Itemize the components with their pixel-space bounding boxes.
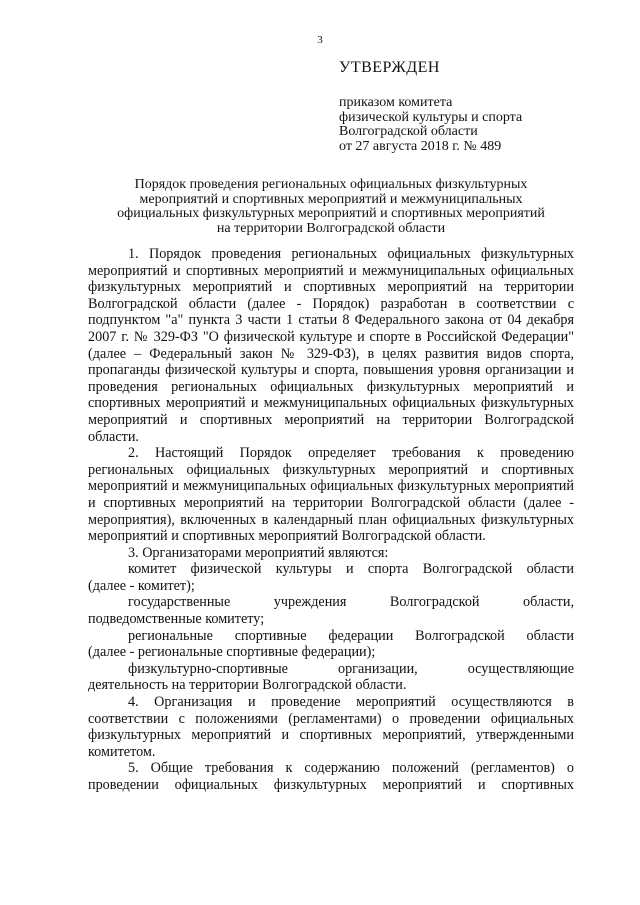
page-number: 3: [317, 34, 323, 46]
organizer-committee: комитет физической культуры и спорта Волгоградской области: [128, 561, 574, 578]
organizer-sports-organizations-cont: деятельность на территории Волгоградской области.: [88, 677, 407, 694]
document-title: [88, 178, 574, 236]
paragraph-3: 3. Организаторами мероприятий являются:: [128, 544, 389, 561]
title-line: мероприятий и спортивных мероприятий и межмуниципальных: [139, 191, 523, 207]
paragraph-5: 5. Общие требования к содержанию положений (регламентов) о проведении официальных физкультурных мероприятий и спортивных: [88, 760, 574, 793]
paragraph-2: 2. Настоящий Порядок определяет требования к проведению региональных официальных физкультурных мероприятий и спортивных мероприятий и межмуниципальных официальных физкультурных мероприятий и спортивных мероприятий на территории Волгоградской области (далее - мероприятия), включенных в календарный план официальных физкультурных мероприятий и спортивных мероприятий Волгоградской области.: [88, 445, 574, 545]
organizer-federations: региональные спортивные федерации Волгоградской области: [128, 627, 574, 644]
approval-line: приказом комитета: [339, 95, 453, 110]
approval-line: физической культуры и спорта: [339, 109, 523, 125]
organizer-state-institutions: государственные учреждения Волгоградской области,: [128, 594, 574, 611]
approval-line: от 27 августа 2018 г. № 489: [339, 138, 502, 154]
organizer-state-institutions-cont: подведомственные комитету;: [88, 611, 265, 628]
paragraph-1: 1. Порядок проведения региональных официальных физкультурных мероприятий и спортивных мероприятий и межмуниципальных официальных физкультурных мероприятий и спортивных мероприятий на территории Волгоградской области (далее - Порядок) разработан в соответствии с подпунктом "а" пункта 3 части 1 статьи 8 Федерального закона от 04 декабря 2007 г. № 329-ФЗ "О физической культуре и спорте в Российской Федерации" (далее – Федеральный закон № 329-ФЗ), в целях развития видов спорта, пропаганды физической культуры и спорта, повышения уровня организации и проведения региональных официальных физкультурных мероприятий и спортивных мероприятий и межмуниципальных официальных физкультурных мероприятий и спортивных мероприятий на территории Волгоградской области.: [88, 246, 574, 445]
organizer-sports-organizations: физкультурно-спортивные организации, осуществляющие: [128, 660, 574, 677]
organizer-federations-cont: (далее - региональные спортивные федерации);: [88, 644, 376, 661]
approval-line: Волгоградской области: [339, 124, 478, 139]
approval-details: [339, 96, 599, 154]
title-line: официальных физкультурных мероприятий и спортивных мероприятий: [117, 206, 545, 221]
organizer-committee-cont: (далее - комитет);: [88, 577, 195, 594]
approval-block: [339, 58, 599, 154]
document-body: [88, 246, 574, 794]
title-line: Порядок проведения региональных официальных физкультурных: [134, 177, 528, 192]
paragraph-4: 4. Организация и проведение мероприятий осуществляются в соответствии с положениями (регламентами) о проведении официальных физкультурных мероприятий и спортивных мероприятий, утвержденными комитетом.: [88, 694, 574, 760]
approval-title: УТВЕРЖДЕН: [339, 59, 440, 76]
title-line: на территории Волгоградской области: [216, 220, 446, 236]
